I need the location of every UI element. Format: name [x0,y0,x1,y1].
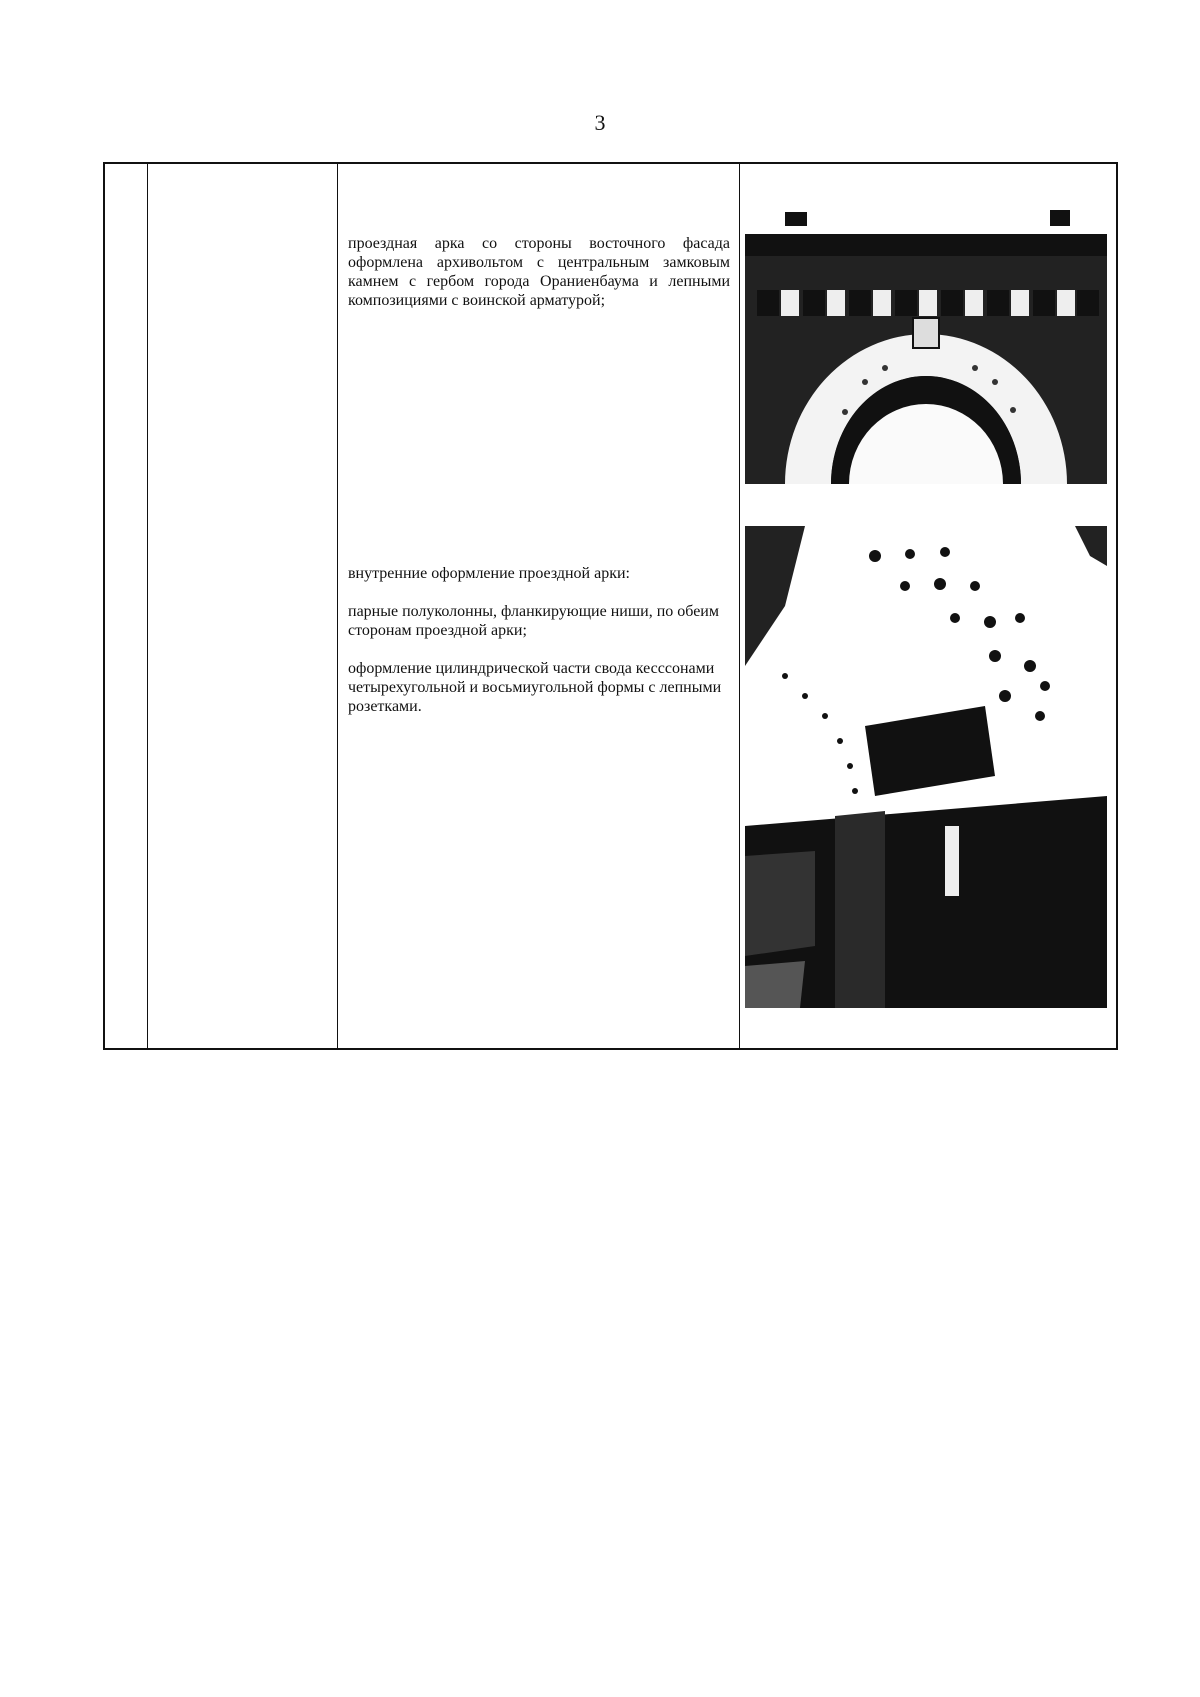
arch-facade-description: проездная арка со стороны восточного фасада оформлена архивольтом с центральным замковым камнем с гербом города Ораниенбаума и лепными композициями с воинской арматурой; [348,235,730,309]
column-divider [147,164,148,1048]
column-divider [739,164,740,1048]
arch-interior-heading: внутренние оформление проездной арки: [348,565,630,582]
page-number: 3 [594,110,606,135]
half-columns-item: парные полуколонны, фланкирующие ниши, по обеим сторонам проездной арки; [348,603,719,639]
arch-facade-photo [745,182,1107,484]
column-divider [337,164,338,1048]
vault-coffers-item: оформление цилиндрической части свода кесссонами четырехугольной и восьмиугольной формы с лепными розетками. [348,660,722,715]
description-table [103,162,1118,1050]
arch-vault-photo [745,526,1107,1008]
arch-interior-description [348,564,730,735]
